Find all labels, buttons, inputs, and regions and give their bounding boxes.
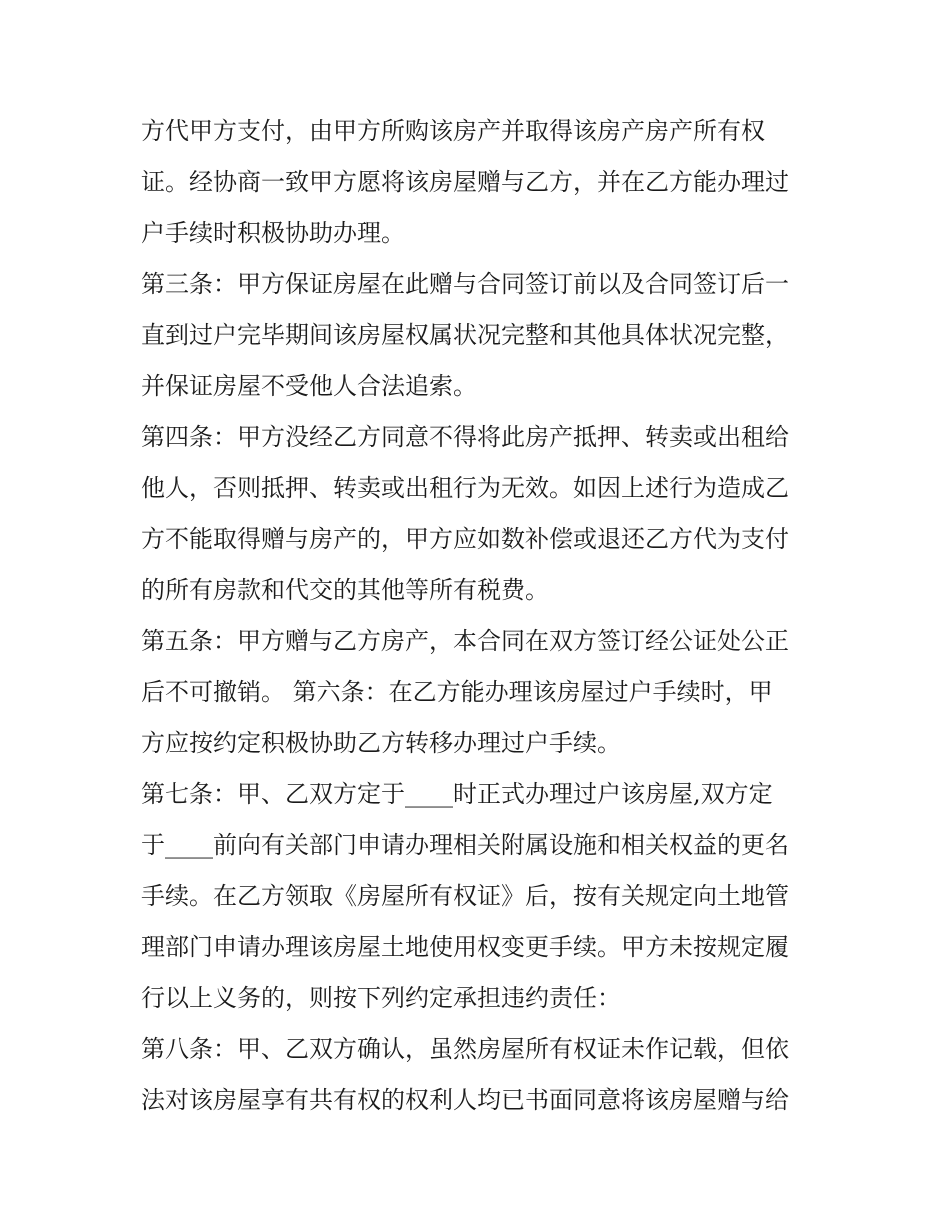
paragraph-line: 直到过户完毕期间该房屋权属状况完整和其他具体状况完整， xyxy=(141,321,789,349)
paragraph-line: 行以上义务的，则按下列约定承担违约责任： xyxy=(141,984,621,1012)
paragraph-line: 法对该房屋享有共有权的权利人均已书面同意将该房屋赠与给 xyxy=(141,1086,789,1114)
paragraph-line: 第七条：甲、乙双方定于____时正式办理过户该房屋,双方定 xyxy=(141,780,773,808)
paragraph-line: 户手续时积极协助办理。 xyxy=(141,219,405,247)
paragraph-line: 第五条：甲方赠与乙方房产，本合同在双方签订经公证处公正 xyxy=(141,627,789,655)
paragraph-line: 证。经协商一致甲方愿将该房屋赠与乙方，并在乙方能办理过 xyxy=(141,168,789,196)
paragraph-line: 于____前向有关部门申请办理相关附属设施和相关权益的更名 xyxy=(141,831,789,859)
document-body xyxy=(141,106,821,1126)
paragraph-line: 手续。在乙方领取《房屋所有权证》后，按有关规定向土地管 xyxy=(141,882,789,910)
paragraph-line: 并保证房屋不受他人合法追索。 xyxy=(141,372,477,400)
paragraph-line: 方应按约定积极协助乙方转移办理过户手续。 xyxy=(141,729,621,757)
paragraph-line: 第八条：甲、乙双方确认，虽然房屋所有权证未作记载，但依 xyxy=(141,1035,789,1063)
paragraph-line: 后不可撤销。 第六条：在乙方能办理该房屋过户手续时，甲 xyxy=(141,678,773,706)
paragraph-line: 的所有房款和代交的其他等所有税费。 xyxy=(141,576,549,604)
paragraph-line: 方代甲方支付，由甲方所购该房产并取得该房产房产所有权 xyxy=(141,117,765,145)
paragraph-line: 理部门申请办理该房屋土地使用权变更手续。甲方未按规定履 xyxy=(141,933,789,961)
paragraph-line: 第四条：甲方没经乙方同意不得将此房产抵押、转卖或出租给 xyxy=(141,423,789,451)
paragraph-line: 方不能取得赠与房产的，甲方应如数补偿或退还乙方代为支付 xyxy=(141,525,789,553)
paragraph-line: 第三条：甲方保证房屋在此赠与合同签订前以及合同签订后一 xyxy=(141,270,789,298)
paragraph-line: 他人，否则抵押、转卖或出租行为无效。如因上述行为造成乙 xyxy=(141,474,789,502)
